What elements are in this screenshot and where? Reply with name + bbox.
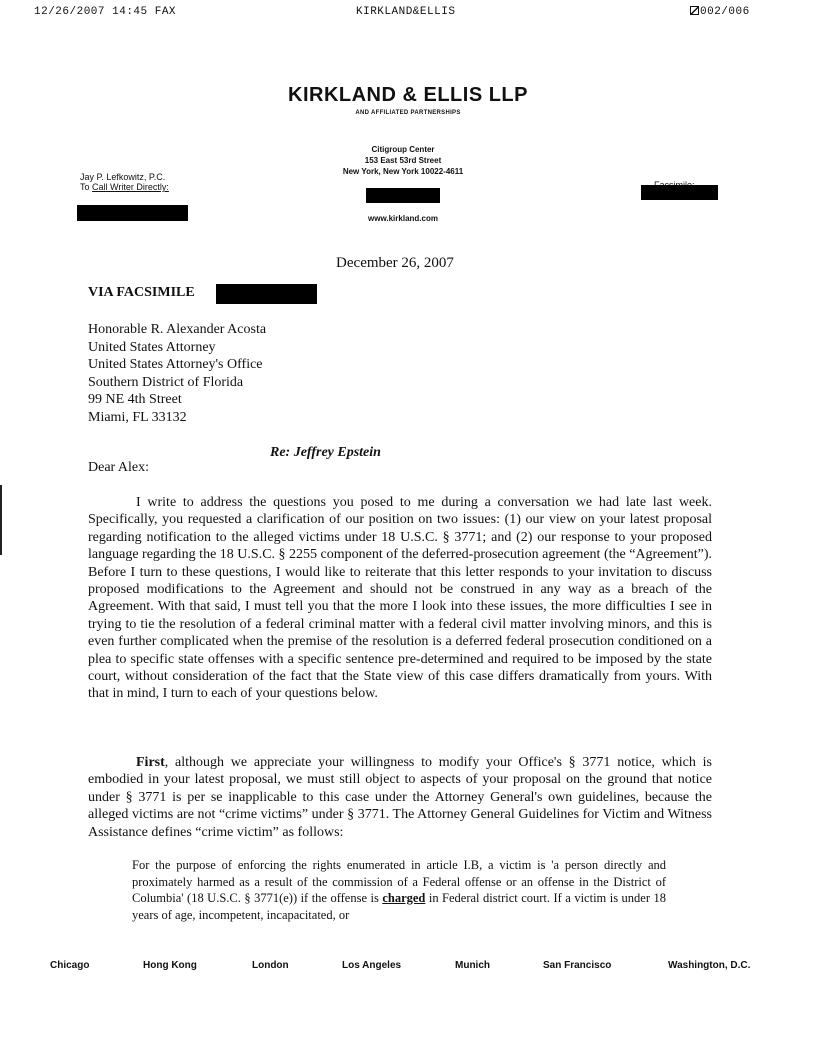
- subject-line: Re: Jeffrey Epstein: [270, 445, 381, 460]
- recipient-line: 99 NE 4th Street: [88, 392, 182, 408]
- quote-emphasis: charged: [382, 891, 426, 905]
- fax-page-text: 002/006: [700, 6, 750, 18]
- office-location: Washington, D.C.: [668, 960, 751, 971]
- office-location: San Francisco: [543, 960, 612, 971]
- body-paragraph-1: [88, 494, 712, 703]
- fax-page-number: [690, 6, 750, 18]
- address-line: Citigroup Center: [371, 145, 435, 154]
- fax-datetime: 12/26/2007 14:45 FAX: [34, 6, 177, 18]
- paragraph-text: I write to address the questions you posed to me during a conversation we had late last week. Specifically, you requested a clarification of our position on two issues: (1) our view on your latest proposal regarding notification to the alleged victims under 18 U.S.C. § 3771; and (2) our response to your proposed language regarding the 18 U.S.C. § 2255 component of the deferred-prosecution agreement (the “Agreement”). Before I turn to these questions, I would like to reiterate that this letter responds to your invitation to discuss proposed modifications to the Agreement and should not be construed in any way as a breach of the Agreement. With that said, I must tell you that the more I look into these issues, the more difficulties I see in trying to tie the resolution of a federal criminal matter with a federal civil matter involving minors, and this is even further complicated when the premise of the resolution is a deferred federal prosecution conditioned on a plea to specific state offenses with a specific sentence pre-determined and required to be imposed by the state court, without consideration of the fact that the State view of this case differs dramatically from yours. With that in mind, I turn to each of your questions below.: [88, 495, 712, 702]
- recipient-line: United States Attorney's Office: [88, 357, 263, 373]
- body-paragraph-2: [88, 754, 712, 841]
- fax-firm-header: KIRKLAND&ELLIS: [356, 6, 456, 18]
- office-location: Chicago: [50, 960, 90, 971]
- recipient-line: Southern District of Florida: [88, 374, 244, 390]
- recipient-line: Honorable R. Alexander Acosta: [88, 322, 267, 337]
- firm-website: www.kirkland.com: [368, 214, 438, 223]
- salutation: Dear Alex:: [88, 460, 150, 475]
- paragraph-text: [88, 754, 712, 841]
- recipient-line: United States Attorney: [88, 339, 216, 355]
- writer-info: [80, 172, 169, 192]
- firm-name: KIRKLAND & ELLIS LLP: [288, 84, 528, 106]
- redaction-block: [641, 185, 718, 200]
- writer-label-prefix: To: [80, 182, 93, 192]
- office-location: London: [252, 960, 289, 971]
- via-facsimile: VIA FACSIMILE: [88, 285, 195, 300]
- writer-label-text: Call Writer Directly:: [92, 182, 169, 192]
- office-location: Hong Kong: [143, 960, 197, 971]
- block-quote: [132, 857, 666, 923]
- recipient-line: Miami, FL 33132: [88, 409, 187, 425]
- writer-name: Jay P. Lefkowitz, P.C.: [80, 172, 166, 182]
- office-location: Los Angeles: [342, 960, 402, 971]
- redaction-block: [77, 205, 188, 221]
- quote-text: For the purpose of enforcing the rights enumerated in article I.B, a victim is 'a person directly and proximately harmed as a result of the commission of a Federal offense or an offense in the District of Columbia' (18 U.S.C. § 3771(e)) if the offense is: [132, 858, 666, 905]
- recipient-address: [88, 321, 266, 427]
- paragraph-body: , although we appreciate your willingness to modify your Office's § 3771 notice, which is embodied in your latest proposal, we must still object to aspects of your proposal on the ground that notice under § 3771 is per se inapplicable to this case under the Attorney General's own guidelines, because the alleged victims are not “crime victims” under § 3771. The Attorney General Guidelines for Victim and Witness Assistance defines “crime victim” as follows:: [88, 755, 712, 840]
- margin-mark: [0, 485, 2, 555]
- fax-icon: [690, 6, 699, 15]
- address-line: 153 East 53rd Street: [364, 156, 442, 165]
- firm-affiliation: AND AFFILIATED PARTNERSHIPS: [355, 110, 461, 116]
- writer-direct-label: [80, 182, 169, 192]
- paragraph-lead: First: [136, 755, 165, 770]
- redaction-block: [216, 284, 317, 304]
- address-line: New York, New York 10022-4611: [342, 167, 464, 176]
- letter-date: December 26, 2007: [336, 255, 454, 271]
- quote-text-end: in Federal district court. If a victim is under 18 years of age, incompetent, incapacitated, or: [132, 891, 666, 922]
- office-location: Munich: [455, 960, 490, 971]
- redaction-block: [366, 188, 440, 203]
